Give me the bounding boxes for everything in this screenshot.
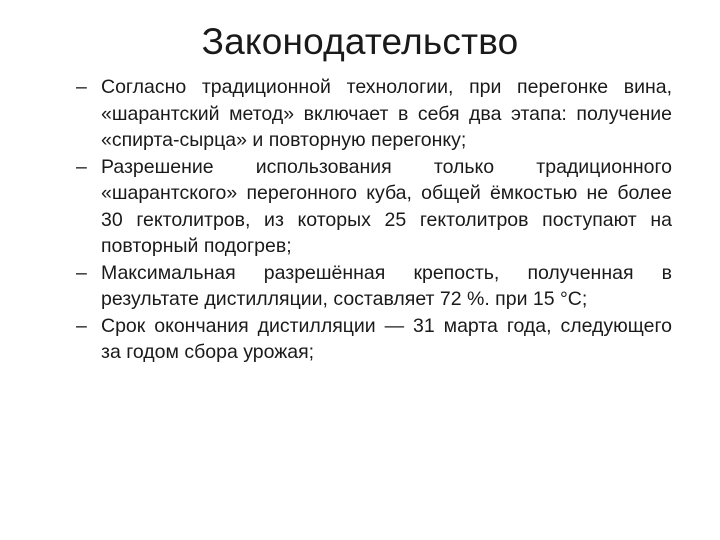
slide-title: Законодательство: [201, 21, 519, 62]
bullet-text: Срок окончания дистилляции — 31 марта года, следующего за годом сбора урожая;: [101, 314, 672, 363]
bullet-text: Согласно традиционной технологии, при перегонке вина, «шарантский метод» включает в себя два этапа: получение «спирта-сырца» и повторную перегонку;: [101, 76, 672, 151]
bullet-marker: –: [76, 314, 87, 337]
bullet-marker: –: [76, 155, 87, 178]
bullet-marker: –: [76, 261, 87, 284]
bullet-list: [74, 74, 672, 366]
bullet-item: [74, 313, 672, 366]
bullet-text: Максимальная разрешённая крепость, полученная в результате дистилляции, составляет 72 %. при 15 °С;: [101, 261, 672, 310]
bullet-item: [74, 154, 672, 260]
bullet-item: [74, 260, 672, 313]
bullet-text: Разрешение использования только традиционного «шарантского» перегонного куба, общей ёмкостью не более 30 гектолитров, из которых 25 гектолитров поступают на повторный подогрев;: [101, 155, 672, 257]
bullet-item: [74, 74, 672, 154]
bullet-marker: –: [76, 76, 87, 98]
